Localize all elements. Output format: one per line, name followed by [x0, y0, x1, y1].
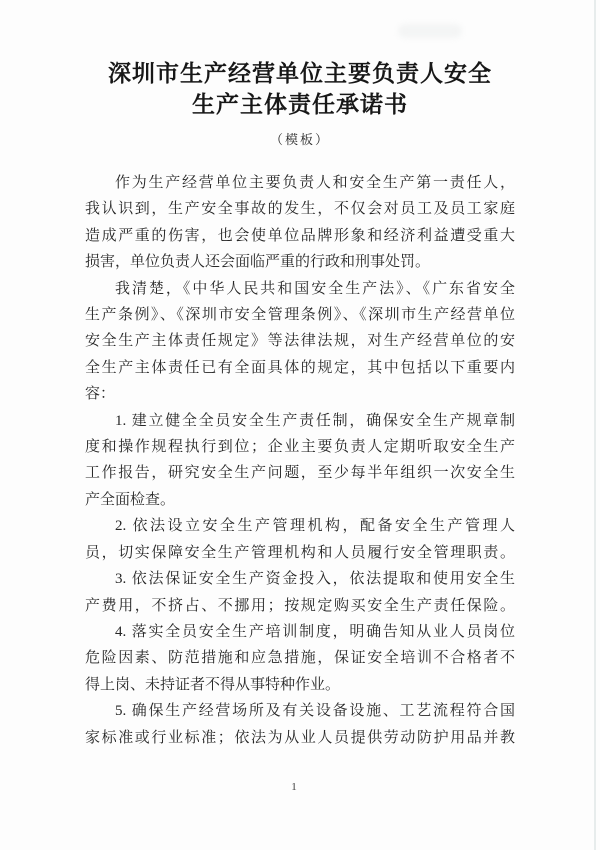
body-line: 损害，单位负责人还会面临严重的行政和刑事处罚。	[85, 254, 431, 271]
body-line: 产全面检查。	[85, 491, 176, 508]
body-line: 安全生产主体责任规定》等法律法规，对生产经营单位的安	[85, 333, 515, 350]
body-line: 家标准或行业标准；依法为从业人员提供劳动防护用品并教	[85, 729, 515, 746]
body-line: 危险因素、防范措施和应急措施，保证安全培训不合格者不	[85, 650, 515, 667]
body-line: 我认识到，生产安全事故的发生，不仅会对员工及员工家庭	[85, 201, 515, 218]
body-line: 3. 依法保证安全生产资金投入，依法提取和使用安全生	[115, 571, 515, 588]
body-line: 产费用，不挤占、不挪用；按规定购买安全生产责任保险。	[85, 597, 515, 614]
body-line: 4. 落实全员安全生产培训制度，明确告知从业人员岗位	[115, 623, 515, 640]
body-line: 得上岗、未持证者不得从事特种作业。	[85, 676, 341, 693]
scan-edge-artifact	[594, 0, 596, 850]
document-subtitle: （模板）	[269, 132, 330, 147]
document-title	[0, 58, 600, 120]
body-line: 我清楚，《中华人民共和国安全生产法》、《广东省安全	[115, 280, 515, 297]
body-line: 员，切实保障安全生产管理机构和人员履行安全管理职责。	[85, 544, 515, 561]
body-line: 1. 建立健全全员安全生产责任制，确保安全生产规章制	[115, 412, 515, 429]
title-line-2: 生产主体责任承诺书	[192, 91, 408, 117]
body-line: 容：	[85, 386, 116, 403]
body-line: 作为生产经营单位主要负责人和安全生产第一责任人，	[115, 175, 515, 191]
body-line: 造成严重的伤害，也会使单位品牌形象和经济利益遭受重大	[85, 227, 515, 244]
body-line: 生产条例》、《深圳市安全管理条例》、《深圳市生产经营单位	[85, 307, 515, 324]
body-line: 全生产主体责任已有全面具体的规定，其中包括以下重要内	[85, 359, 515, 376]
page-number: 1	[291, 781, 297, 793]
body-line: 度和操作规程执行到位；企业主要负责人定期听取安全生产	[85, 439, 515, 456]
title-line-1: 深圳市生产经营单位主要负责人安全	[108, 60, 492, 86]
document-body	[85, 170, 515, 751]
body-line: 5. 确保生产经营场所及有关设备设施、工艺流程符合国	[115, 703, 515, 720]
body-line: 2. 依法设立安全生产管理机构，配备安全生产管理人	[115, 518, 515, 535]
body-line: 工作报告，研究安全生产问题，至少每半年组织一次安全生	[85, 465, 515, 482]
scan-smudge-artifact	[398, 24, 462, 38]
